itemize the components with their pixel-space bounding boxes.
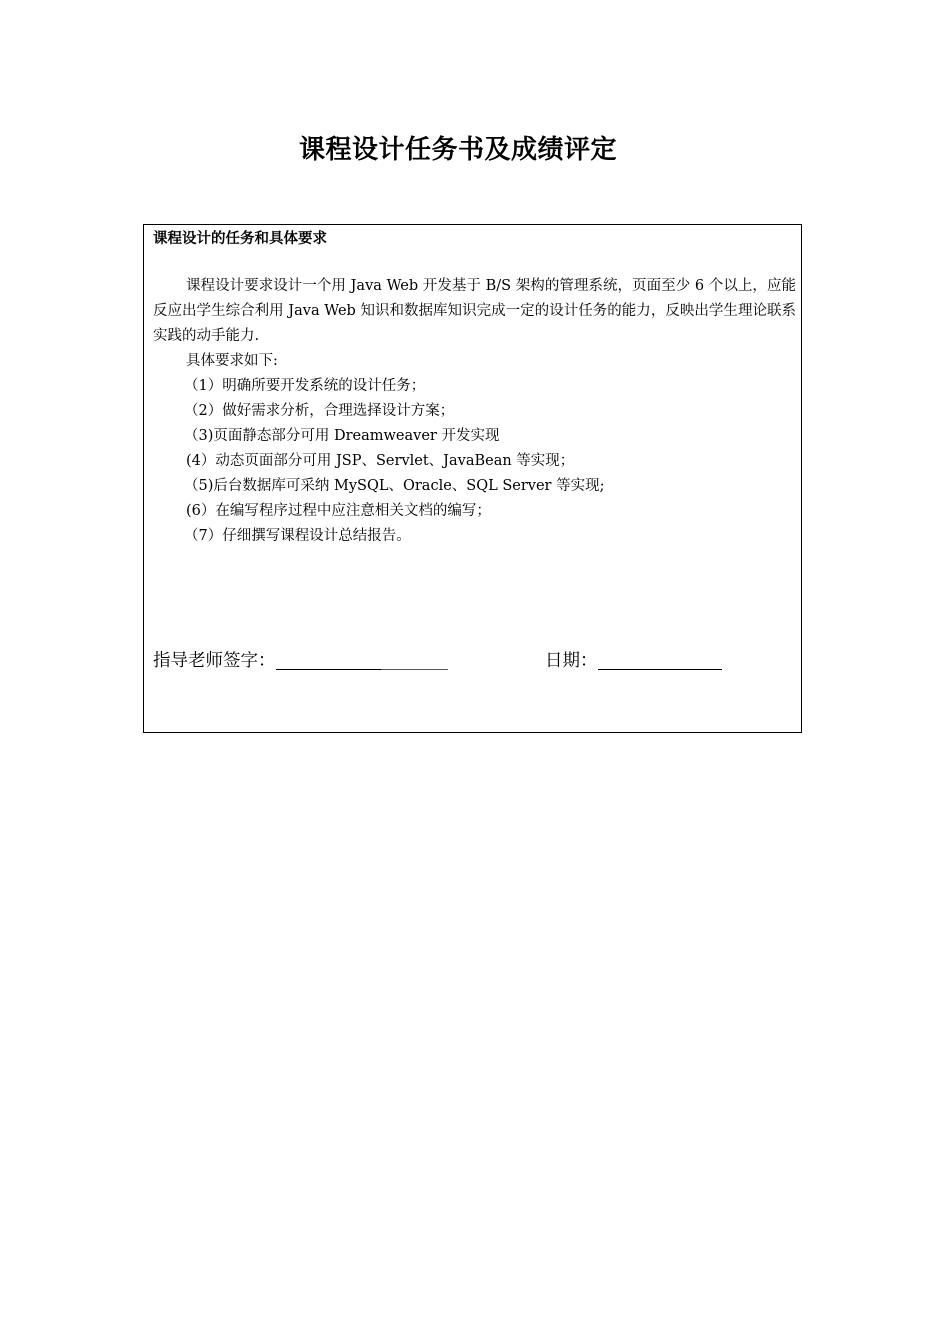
date-group bbox=[545, 649, 722, 673]
teacher-signature-line[interactable] bbox=[276, 651, 381, 670]
teacher-signature-label: 指导老师签字： bbox=[153, 651, 276, 671]
requirement-item-3: （3)页面静态部分可用 Dreamweaver 开发实现 bbox=[184, 428, 500, 444]
date-line[interactable] bbox=[598, 651, 722, 670]
teacher-signature-line-extension bbox=[381, 651, 448, 670]
intro-paragraph: 课程设计要求设计一个用 Java Web 开发基于 B/S 架构的管理系统，页面至少 6 个以上，应能反应出学生综合利用 Java Web 知识和数据库知识完成一定的设计任务的能力，反映出学生理论联系实践的动手能力. bbox=[153, 278, 796, 344]
requirements-list bbox=[144, 349, 605, 549]
section-heading: 课程设计的任务和具体要求 bbox=[153, 231, 327, 247]
requirement-item-2: （2）做好需求分析，合理选择设计方案； bbox=[184, 403, 455, 419]
date-label: 日期： bbox=[545, 651, 598, 671]
signature-row bbox=[153, 649, 598, 673]
requirements-lead: 具体要求如下: bbox=[186, 353, 278, 369]
requirement-item-6: (6）在编写程序过程中应注意相关文档的编写； bbox=[186, 503, 491, 519]
requirement-item-5: （5)后台数据库可采纳 MySQL、Oracle、SQL Server 等实现; bbox=[184, 478, 605, 494]
document-title: 课程设计任务书及成绩评定 bbox=[298, 135, 617, 165]
requirement-item-7: （7）仔细撰写课程设计总结报告。 bbox=[184, 528, 411, 544]
task-requirements-box bbox=[143, 224, 802, 733]
requirement-item-1: （1）明确所要开发系统的设计任务； bbox=[184, 378, 426, 394]
requirement-item-4: (4）动态页面部分可用 JSP、Servlet、JavaBean 等实现； bbox=[186, 453, 575, 469]
